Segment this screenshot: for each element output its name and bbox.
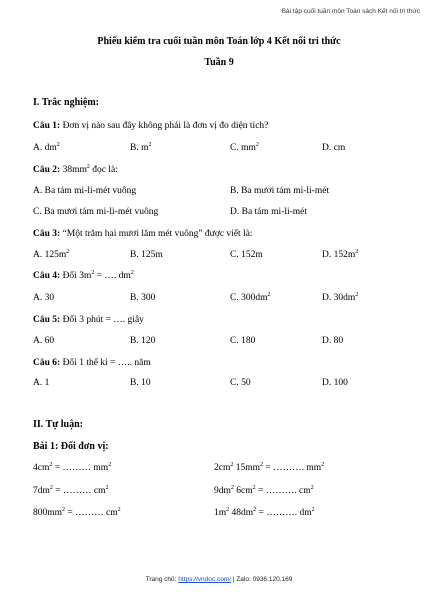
question-3: Câu 3: “Một trăm hai mươi lăm mét vuông” được viết là: xyxy=(33,229,253,239)
q6-option-c: C. 50 xyxy=(230,378,251,388)
question-4: Câu 4: Đổi $3m^2$ = …. $dm^2$ xyxy=(33,269,134,281)
question-2: Câu 2: $38mm^2$ đọc là: xyxy=(33,163,118,175)
q1-option-d: D. cm xyxy=(322,143,346,153)
q5-option-a: A. 60 xyxy=(33,336,55,346)
q3-option-b: B. 125m xyxy=(130,250,163,260)
question-6: Câu 6: Đổi 1 thế kỉ = ….. năm xyxy=(33,358,151,368)
page-subtitle: Tuần 9 xyxy=(204,57,234,68)
q4-option-a: A. 30 xyxy=(33,293,55,303)
exercise-1-item-3: $7dm^2$ = ……… $cm^2$ xyxy=(33,484,109,496)
q2-option-a: A. Ba tám mi-li-mét vuông xyxy=(33,186,137,196)
q2-option-d: D. Ba tám mi-li-mét xyxy=(230,207,308,217)
section-multiple-choice: I. Trắc nghiệm: xyxy=(33,97,100,108)
q4-option-c: C. $300dm^2$ xyxy=(230,291,271,303)
exercise-1-item-5: $800mm^2$ = ……… $cm^2$ xyxy=(33,506,121,518)
q5-option-b: B. 120 xyxy=(130,336,156,346)
q5-option-d: D. 80 xyxy=(322,336,344,346)
q2-option-c: C. Ba mươi tám mi-li-mét vuông xyxy=(33,207,159,217)
q1-option-b: B. $m^2$ xyxy=(130,141,152,153)
q6-option-a: A. 1 xyxy=(33,378,50,388)
section-essay: II. Tự luận: xyxy=(33,419,84,430)
q1-option-a: A. $dm^2$ xyxy=(33,141,60,153)
question-label: Câu 1: xyxy=(33,121,61,131)
question-5: Câu 5: Đổi 3 phút = …. giây xyxy=(33,315,144,325)
q4-option-d: D. $30dm^2$ xyxy=(322,291,359,303)
q5-option-c: C. 180 xyxy=(230,336,256,346)
q6-option-b: B. 10 xyxy=(130,378,151,388)
q3-option-d: D. $152m^2$ xyxy=(322,248,359,260)
exercise-1-title: Bài 1: Đổi đơn vị: xyxy=(33,441,109,452)
question-text: Đơn vị nào sau đây không phải là đơn vị đo diện tích? xyxy=(60,121,269,131)
header-note: Bài tập cuối tuần môn Toán sách Kết nối tri thức xyxy=(281,8,420,15)
q3-option-c: C. 152m xyxy=(230,250,263,260)
homepage-link[interactable]: https://vndoc.com/ xyxy=(178,576,232,583)
q6-option-d: D. 100 xyxy=(322,378,348,388)
exercise-1-item-6: $1m^2$ $48dm^2$ = ………. $dm^2$ xyxy=(214,506,315,518)
q1-option-c: C. $mm^2$ xyxy=(230,141,259,153)
exercise-1-item-2: $2cm^2$ $15mm^2$ = ………. $mm^2$ xyxy=(214,461,325,473)
q3-option-a: A. $125m^2$ xyxy=(33,248,70,260)
q2-option-b: B. Ba mươi tám mi-li-mét xyxy=(230,186,330,196)
exercise-1-item-1: $4cm^2$ = ……… $mm^2$ xyxy=(33,461,112,473)
page-title: Phiếu kiểm tra cuối tuần môn Toán lớp 4 Kết nối tri thức xyxy=(97,36,341,47)
exercise-1-item-4: $9dm^2$ $6cm^2$ = ………. $cm^2$ xyxy=(214,484,314,496)
q4-option-b: B. 300 xyxy=(130,293,156,303)
question-1 xyxy=(33,121,268,131)
footer: Trang chủ: https://vndoc.com/ | Zalo: 0936.120.169 xyxy=(145,576,293,583)
